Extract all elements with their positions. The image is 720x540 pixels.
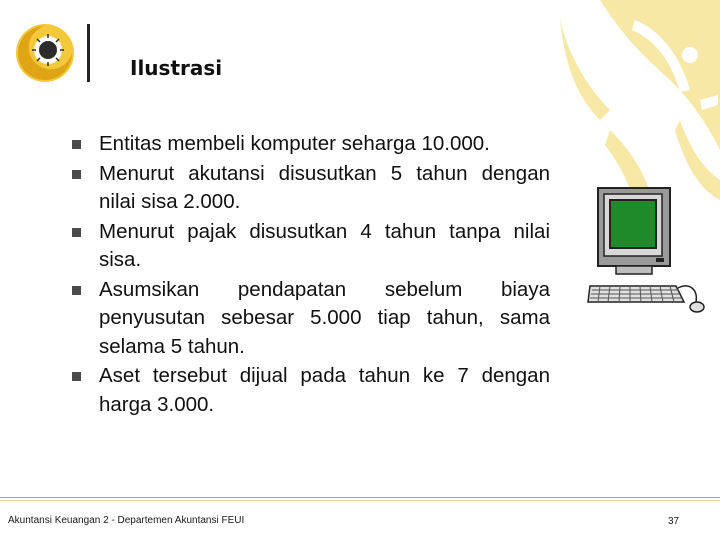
bullet-item [70,218,550,275]
bullet-item [70,276,550,362]
page-number: 37 [668,516,680,527]
footer-rule-secondary [0,500,720,501]
footer-rule [0,497,720,498]
university-logo [14,22,76,84]
bullet-item [70,160,550,217]
bullet-square-icon [72,228,81,237]
bullet-text: Menurut pajak disusutkan 4 tahun tanpa nilai sisa. [99,219,550,271]
bullet-square-icon [72,170,81,179]
bullet-text: Menurut akutansi disusutkan 5 tahun dengan nilai sisa 2.000. [99,161,550,213]
bullet-square-icon [72,140,81,149]
bullet-list [70,130,550,420]
bullet-item [70,130,550,159]
bullet-text: Aset tersebut dijual pada tahun ke 7 dengan harga 3.000. [99,364,550,416]
bullet-square-icon [72,286,81,295]
desktop-computer-icon [586,186,708,316]
bullet-square-icon [72,372,81,381]
footer-text: Akuntansi Keuangan 2 - Departemen Akuntansi FEUI [8,515,245,526]
bullet-text: Entitas membeli komputer seharga 10.000. [99,132,490,155]
header-divider [87,24,90,82]
slide-title: Ilustrasi [130,56,223,80]
bullet-text: Asumsikan pendapatan sebelum biaya penyusutan sebesar 5.000 tiap tahun, sama selama 5 tahun. [99,277,550,358]
bullet-item [70,362,550,419]
